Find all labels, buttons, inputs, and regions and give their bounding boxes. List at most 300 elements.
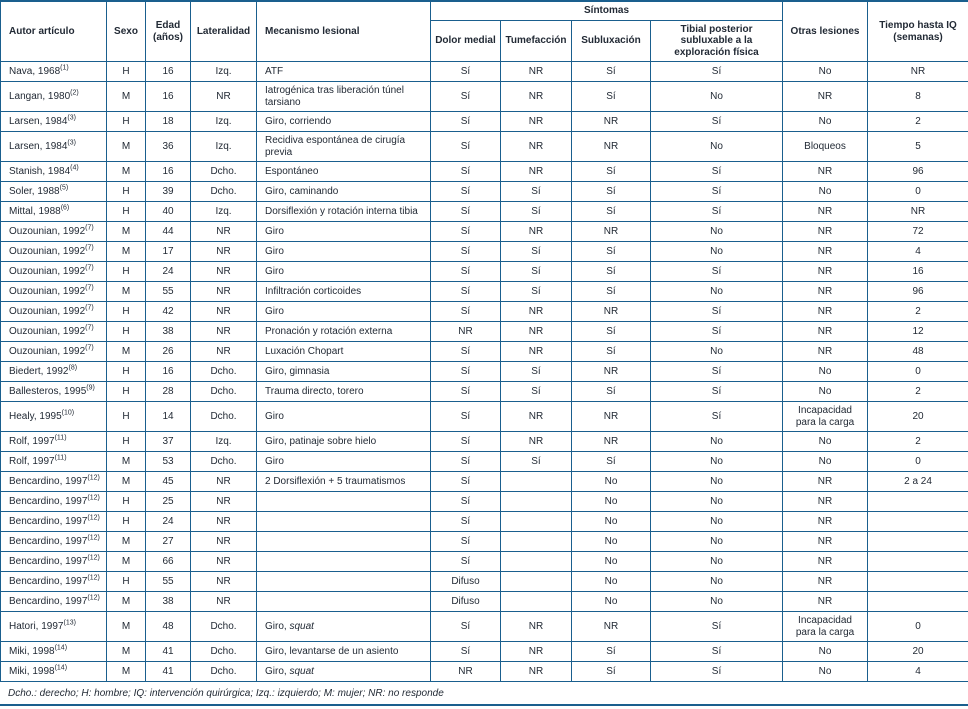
- table-row: [1, 402, 968, 432]
- tibial-posterior-cell: Sí: [651, 382, 783, 402]
- tibial-posterior-cell: Sí: [651, 322, 783, 342]
- time-to-surgery-cell: [868, 512, 968, 532]
- mechanism-cell: Giro, squat: [257, 662, 431, 682]
- tibial-posterior-cell: No: [651, 242, 783, 262]
- mechanism-cell: Giro, caminando: [257, 182, 431, 202]
- mechanism-cell: [257, 512, 431, 532]
- other-lesions-cell: NR: [783, 262, 868, 282]
- subluxation-cell: No: [572, 572, 651, 592]
- time-to-surgery-cell: 0: [868, 452, 968, 472]
- author-cell: Langan, 1980$^{(2)}$: [1, 82, 107, 112]
- table-row: [1, 512, 968, 532]
- age-cell: 25: [146, 492, 191, 512]
- subluxation-cell: Sí: [572, 282, 651, 302]
- laterality-cell: Izq.: [191, 112, 257, 132]
- table-row: [1, 532, 968, 552]
- swelling-cell: [501, 492, 572, 512]
- table-row: [1, 342, 968, 362]
- mechanism-cell: [257, 532, 431, 552]
- swelling-cell: NR: [501, 112, 572, 132]
- table-header: [1, 1, 968, 62]
- author-cell: Bencardino, 1997$^{(12)}$: [1, 572, 107, 592]
- author-cell: Mittal, 1988$^{(6)}$: [1, 202, 107, 222]
- medial-pain-cell: Sí: [431, 302, 501, 322]
- sex-cell: M: [107, 612, 146, 642]
- time-to-surgery-cell: 2: [868, 432, 968, 452]
- laterality-cell: Dcho.: [191, 162, 257, 182]
- time-to-surgery-cell: 20: [868, 642, 968, 662]
- swelling-cell: Sí: [501, 362, 572, 382]
- time-to-surgery-cell: 96: [868, 162, 968, 182]
- subluxation-cell: Sí: [572, 452, 651, 472]
- swelling-cell: [501, 512, 572, 532]
- age-cell: 42: [146, 302, 191, 322]
- time-to-surgery-cell: 96: [868, 282, 968, 302]
- laterality-cell: NR: [191, 302, 257, 322]
- other-lesions-cell: NR: [783, 342, 868, 362]
- other-lesions-cell: NR: [783, 572, 868, 592]
- age-cell: 45: [146, 472, 191, 492]
- subluxation-cell: NR: [572, 112, 651, 132]
- medial-pain-cell: Sí: [431, 382, 501, 402]
- mechanism-cell: ATF: [257, 62, 431, 82]
- subluxation-cell: Sí: [572, 242, 651, 262]
- other-lesions-cell: NR: [783, 512, 868, 532]
- medial-pain-cell: Sí: [431, 242, 501, 262]
- time-to-surgery-cell: 2: [868, 382, 968, 402]
- swelling-cell: NR: [501, 162, 572, 182]
- tibial-posterior-cell: No: [651, 452, 783, 472]
- other-lesions-cell: No: [783, 432, 868, 452]
- author-cell: Ouzounian, 1992$^{(7)}$: [1, 262, 107, 282]
- sex-cell: H: [107, 572, 146, 592]
- subluxation-cell: Sí: [572, 162, 651, 182]
- swelling-cell: NR: [501, 342, 572, 362]
- sex-cell: H: [107, 182, 146, 202]
- subluxation-cell: NR: [572, 362, 651, 382]
- other-lesions-cell: NR: [783, 472, 868, 492]
- mechanism-cell: Giro: [257, 302, 431, 322]
- table-row: [1, 662, 968, 682]
- swelling-cell: [501, 572, 572, 592]
- tibial-posterior-cell: No: [651, 492, 783, 512]
- laterality-cell: NR: [191, 592, 257, 612]
- time-to-surgery-cell: 0: [868, 612, 968, 642]
- other-lesions-cell: NR: [783, 302, 868, 322]
- author-cell: Bencardino, 1997$^{(12)}$: [1, 592, 107, 612]
- footnote: Dcho.: derecho; H: hombre; IQ: intervención quirúrgica; Izq.: izquierdo; M: mujer; NR: no responde: [0, 682, 968, 706]
- author-cell: Healy, 1995$^{(10)}$: [1, 402, 107, 432]
- tibial-posterior-cell: No: [651, 472, 783, 492]
- medial-pain-cell: Sí: [431, 342, 501, 362]
- other-lesions-cell: No: [783, 382, 868, 402]
- sex-cell: M: [107, 222, 146, 242]
- age-cell: 66: [146, 552, 191, 572]
- laterality-cell: NR: [191, 322, 257, 342]
- mechanism-cell: [257, 492, 431, 512]
- author-cell: Ouzounian, 1992$^{(7)}$: [1, 302, 107, 322]
- table-row: [1, 82, 968, 112]
- mechanism-cell: Dorsiflexión y rotación interna tibia: [257, 202, 431, 222]
- sex-cell: M: [107, 662, 146, 682]
- mechanism-cell: Giro: [257, 242, 431, 262]
- subluxation-cell: NR: [572, 222, 651, 242]
- author-cell: Stanish, 1984$^{(4)}$: [1, 162, 107, 182]
- sex-cell: H: [107, 382, 146, 402]
- tibial-posterior-cell: Sí: [651, 182, 783, 202]
- sex-cell: M: [107, 452, 146, 472]
- other-lesions-cell: NR: [783, 202, 868, 222]
- table-row: [1, 222, 968, 242]
- subluxation-cell: NR: [572, 402, 651, 432]
- medial-pain-cell: Sí: [431, 492, 501, 512]
- time-to-surgery-cell: 12: [868, 322, 968, 342]
- time-to-surgery-cell: 4: [868, 242, 968, 262]
- tibial-posterior-cell: Sí: [651, 302, 783, 322]
- table-row: [1, 592, 968, 612]
- age-cell: 40: [146, 202, 191, 222]
- age-cell: 37: [146, 432, 191, 452]
- other-lesions-cell: NR: [783, 322, 868, 342]
- other-lesions-cell: No: [783, 642, 868, 662]
- sex-cell: H: [107, 512, 146, 532]
- tibial-posterior-cell: Sí: [651, 112, 783, 132]
- mechanism-cell: Giro, gimnasia: [257, 362, 431, 382]
- medial-pain-cell: Sí: [431, 262, 501, 282]
- age-cell: 17: [146, 242, 191, 262]
- medial-pain-cell: Difuso: [431, 592, 501, 612]
- mechanism-cell: Recidiva espontánea de cirugía previa: [257, 132, 431, 162]
- time-to-surgery-cell: 0: [868, 182, 968, 202]
- mechanism-cell: Giro, squat: [257, 612, 431, 642]
- tibial-posterior-cell: No: [651, 432, 783, 452]
- swelling-cell: NR: [501, 222, 572, 242]
- age-cell: 27: [146, 532, 191, 552]
- other-lesions-cell: No: [783, 362, 868, 382]
- subluxation-cell: Sí: [572, 202, 651, 222]
- subluxation-cell: Sí: [572, 82, 651, 112]
- sex-cell: M: [107, 592, 146, 612]
- col-header-time-to-surgery: Tiempo hasta IQ (semanas): [868, 1, 968, 62]
- author-cell: Ballesteros, 1995$^{(9)}$: [1, 382, 107, 402]
- other-lesions-cell: NR: [783, 532, 868, 552]
- table-row: [1, 452, 968, 472]
- medial-pain-cell: Sí: [431, 202, 501, 222]
- age-cell: 16: [146, 362, 191, 382]
- medial-pain-cell: Sí: [431, 362, 501, 382]
- other-lesions-cell: No: [783, 452, 868, 472]
- subluxation-cell: Sí: [572, 662, 651, 682]
- swelling-cell: NR: [501, 322, 572, 342]
- medial-pain-cell: Sí: [431, 282, 501, 302]
- author-cell: Bencardino, 1997$^{(12)}$: [1, 552, 107, 572]
- tibial-posterior-cell: Sí: [651, 162, 783, 182]
- medial-pain-cell: Sí: [431, 472, 501, 492]
- tibial-posterior-cell: No: [651, 342, 783, 362]
- laterality-cell: NR: [191, 242, 257, 262]
- age-cell: 26: [146, 342, 191, 362]
- laterality-cell: Dcho.: [191, 662, 257, 682]
- tibial-posterior-cell: No: [651, 532, 783, 552]
- age-cell: 44: [146, 222, 191, 242]
- swelling-cell: [501, 552, 572, 572]
- table-row: [1, 62, 968, 82]
- mechanism-cell: [257, 552, 431, 572]
- author-cell: Hatori, 1997$^{(13)}$: [1, 612, 107, 642]
- mechanism-cell: Infiltración corticoides: [257, 282, 431, 302]
- tibial-posterior-cell: Sí: [651, 262, 783, 282]
- table-row: [1, 112, 968, 132]
- sex-cell: H: [107, 402, 146, 432]
- tibial-posterior-cell: No: [651, 282, 783, 302]
- other-lesions-cell: Bloqueos: [783, 132, 868, 162]
- swelling-cell: Sí: [501, 202, 572, 222]
- author-cell: Bencardino, 1997$^{(12)}$: [1, 532, 107, 552]
- tibial-posterior-cell: No: [651, 512, 783, 532]
- col-header-laterality: Lateralidad: [191, 1, 257, 62]
- age-cell: 38: [146, 592, 191, 612]
- author-cell: Nava, 1968$^{(1)}$: [1, 62, 107, 82]
- col-header-subluxation: Subluxación: [572, 20, 651, 62]
- sex-cell: H: [107, 262, 146, 282]
- medial-pain-cell: Sí: [431, 552, 501, 572]
- time-to-surgery-cell: 20: [868, 402, 968, 432]
- swelling-cell: NR: [501, 642, 572, 662]
- medial-pain-cell: Sí: [431, 512, 501, 532]
- table-row: [1, 642, 968, 662]
- age-cell: 38: [146, 322, 191, 342]
- laterality-cell: Izq.: [191, 62, 257, 82]
- col-header-sex: Sexo: [107, 1, 146, 62]
- age-cell: 24: [146, 262, 191, 282]
- author-cell: Larsen, 1984$^{(3)}$: [1, 112, 107, 132]
- subluxation-cell: Sí: [572, 342, 651, 362]
- col-header-other-lesions: Otras lesiones: [783, 1, 868, 62]
- table-row: [1, 492, 968, 512]
- sex-cell: H: [107, 362, 146, 382]
- table-row: [1, 302, 968, 322]
- subluxation-cell: NR: [572, 432, 651, 452]
- table-row: [1, 362, 968, 382]
- time-to-surgery-cell: 72: [868, 222, 968, 242]
- swelling-cell: NR: [501, 302, 572, 322]
- other-lesions-cell: NR: [783, 592, 868, 612]
- author-cell: Ouzounian, 1992$^{(7)}$: [1, 222, 107, 242]
- medial-pain-cell: Sí: [431, 612, 501, 642]
- mechanism-cell: [257, 572, 431, 592]
- sex-cell: H: [107, 492, 146, 512]
- age-cell: 39: [146, 182, 191, 202]
- mechanism-cell: Espontáneo: [257, 162, 431, 182]
- subluxation-cell: Sí: [572, 382, 651, 402]
- subluxation-cell: No: [572, 592, 651, 612]
- other-lesions-cell: NR: [783, 552, 868, 572]
- age-cell: 18: [146, 112, 191, 132]
- medial-pain-cell: Sí: [431, 402, 501, 432]
- mechanism-cell: Giro: [257, 222, 431, 242]
- swelling-cell: NR: [501, 662, 572, 682]
- mechanism-cell: Giro: [257, 402, 431, 432]
- other-lesions-cell: NR: [783, 82, 868, 112]
- time-to-surgery-cell: [868, 592, 968, 612]
- age-cell: 28: [146, 382, 191, 402]
- table-row: [1, 282, 968, 302]
- subluxation-cell: No: [572, 512, 651, 532]
- tibial-posterior-cell: Sí: [651, 612, 783, 642]
- time-to-surgery-cell: 8: [868, 82, 968, 112]
- medial-pain-cell: Sí: [431, 222, 501, 242]
- time-to-surgery-cell: 2: [868, 302, 968, 322]
- mechanism-cell: Giro, levantarse de un asiento: [257, 642, 431, 662]
- medial-pain-cell: NR: [431, 662, 501, 682]
- laterality-cell: NR: [191, 572, 257, 592]
- sex-cell: M: [107, 642, 146, 662]
- other-lesions-cell: NR: [783, 282, 868, 302]
- time-to-surgery-cell: NR: [868, 202, 968, 222]
- author-cell: Ouzounian, 1992$^{(7)}$: [1, 282, 107, 302]
- table-row: [1, 322, 968, 342]
- other-lesions-cell: NR: [783, 242, 868, 262]
- subluxation-cell: NR: [572, 612, 651, 642]
- laterality-cell: NR: [191, 552, 257, 572]
- laterality-cell: NR: [191, 262, 257, 282]
- header-group-row: [1, 1, 968, 20]
- mechanism-cell: Luxación Chopart: [257, 342, 431, 362]
- table-row: [1, 262, 968, 282]
- sex-cell: M: [107, 532, 146, 552]
- sex-cell: M: [107, 552, 146, 572]
- tibial-posterior-cell: Sí: [651, 362, 783, 382]
- laterality-cell: NR: [191, 282, 257, 302]
- other-lesions-cell: NR: [783, 162, 868, 182]
- time-to-surgery-cell: NR: [868, 62, 968, 82]
- mechanism-cell: Giro: [257, 262, 431, 282]
- medial-pain-cell: Sí: [431, 532, 501, 552]
- table-row: [1, 202, 968, 222]
- tibial-posterior-cell: Sí: [651, 402, 783, 432]
- time-to-surgery-cell: 48: [868, 342, 968, 362]
- author-cell: Biedert, 1992$^{(8)}$: [1, 362, 107, 382]
- subluxation-cell: No: [572, 472, 651, 492]
- tibial-posterior-cell: No: [651, 222, 783, 242]
- tibial-posterior-cell: No: [651, 82, 783, 112]
- other-lesions-cell: NR: [783, 492, 868, 512]
- tibial-posterior-cell: Sí: [651, 202, 783, 222]
- age-cell: 16: [146, 62, 191, 82]
- subluxation-cell: Sí: [572, 182, 651, 202]
- sex-cell: H: [107, 62, 146, 82]
- sex-cell: M: [107, 342, 146, 362]
- age-cell: 55: [146, 282, 191, 302]
- tibial-posterior-cell: Sí: [651, 662, 783, 682]
- medial-pain-cell: Sí: [431, 112, 501, 132]
- medial-pain-cell: Difuso: [431, 572, 501, 592]
- subluxation-cell: No: [572, 492, 651, 512]
- medial-pain-cell: Sí: [431, 82, 501, 112]
- other-lesions-cell: No: [783, 62, 868, 82]
- col-header-swelling: Tumefacción: [501, 20, 572, 62]
- sex-cell: H: [107, 202, 146, 222]
- author-cell: Miki, 1998$^{(14)}$: [1, 642, 107, 662]
- medial-pain-cell: Sí: [431, 452, 501, 472]
- swelling-cell: Sí: [501, 382, 572, 402]
- laterality-cell: NR: [191, 532, 257, 552]
- tibial-posterior-cell: No: [651, 592, 783, 612]
- tibial-posterior-cell: No: [651, 572, 783, 592]
- tibial-posterior-cell: No: [651, 552, 783, 572]
- subluxation-cell: Sí: [572, 322, 651, 342]
- other-lesions-cell: No: [783, 182, 868, 202]
- laterality-cell: NR: [191, 342, 257, 362]
- swelling-cell: Sí: [501, 182, 572, 202]
- sex-cell: M: [107, 282, 146, 302]
- mechanism-cell: [257, 592, 431, 612]
- col-header-author: Autor artículo: [1, 1, 107, 62]
- sex-cell: M: [107, 82, 146, 112]
- other-lesions-cell: Incapacidad para la carga: [783, 402, 868, 432]
- sex-cell: H: [107, 432, 146, 452]
- subluxation-cell: No: [572, 552, 651, 572]
- sex-cell: H: [107, 302, 146, 322]
- time-to-surgery-cell: 5: [868, 132, 968, 162]
- swelling-cell: NR: [501, 402, 572, 432]
- tibial-posterior-cell: Sí: [651, 62, 783, 82]
- laterality-cell: Izq.: [191, 132, 257, 162]
- swelling-cell: Sí: [501, 282, 572, 302]
- laterality-cell: Dcho.: [191, 452, 257, 472]
- table-row: [1, 572, 968, 592]
- age-cell: 55: [146, 572, 191, 592]
- age-cell: 41: [146, 642, 191, 662]
- medial-pain-cell: Sí: [431, 132, 501, 162]
- time-to-surgery-cell: [868, 492, 968, 512]
- laterality-cell: Dcho.: [191, 402, 257, 432]
- swelling-cell: Sí: [501, 242, 572, 262]
- sex-cell: M: [107, 242, 146, 262]
- time-to-surgery-cell: 2 a 24: [868, 472, 968, 492]
- swelling-cell: NR: [501, 132, 572, 162]
- other-lesions-cell: NR: [783, 222, 868, 242]
- laterality-cell: Dcho.: [191, 612, 257, 642]
- time-to-surgery-cell: 4: [868, 662, 968, 682]
- age-cell: 36: [146, 132, 191, 162]
- subluxation-cell: Sí: [572, 62, 651, 82]
- col-header-mechanism: Mecanismo lesional: [257, 1, 431, 62]
- medial-pain-cell: Sí: [431, 432, 501, 452]
- age-cell: 41: [146, 662, 191, 682]
- author-cell: Soler, 1988$^{(5)}$: [1, 182, 107, 202]
- laterality-cell: NR: [191, 472, 257, 492]
- swelling-cell: Sí: [501, 262, 572, 282]
- swelling-cell: NR: [501, 62, 572, 82]
- sex-cell: M: [107, 472, 146, 492]
- sex-cell: H: [107, 112, 146, 132]
- swelling-cell: Sí: [501, 452, 572, 472]
- author-cell: Miki, 1998$^{(14)}$: [1, 662, 107, 682]
- table-row: [1, 612, 968, 642]
- swelling-cell: NR: [501, 82, 572, 112]
- col-header-tibial-posterior: Tibial posterior subluxable a la exploración física: [651, 20, 783, 62]
- mechanism-cell: Giro, corriendo: [257, 112, 431, 132]
- col-header-medial-pain: Dolor medial: [431, 20, 501, 62]
- time-to-surgery-cell: 16: [868, 262, 968, 282]
- mechanism-cell: Pronación y rotación externa: [257, 322, 431, 342]
- age-cell: 16: [146, 82, 191, 112]
- swelling-cell: NR: [501, 432, 572, 452]
- sex-cell: M: [107, 162, 146, 182]
- author-cell: Ouzounian, 1992$^{(7)}$: [1, 322, 107, 342]
- tibial-posterior-cell: Sí: [651, 642, 783, 662]
